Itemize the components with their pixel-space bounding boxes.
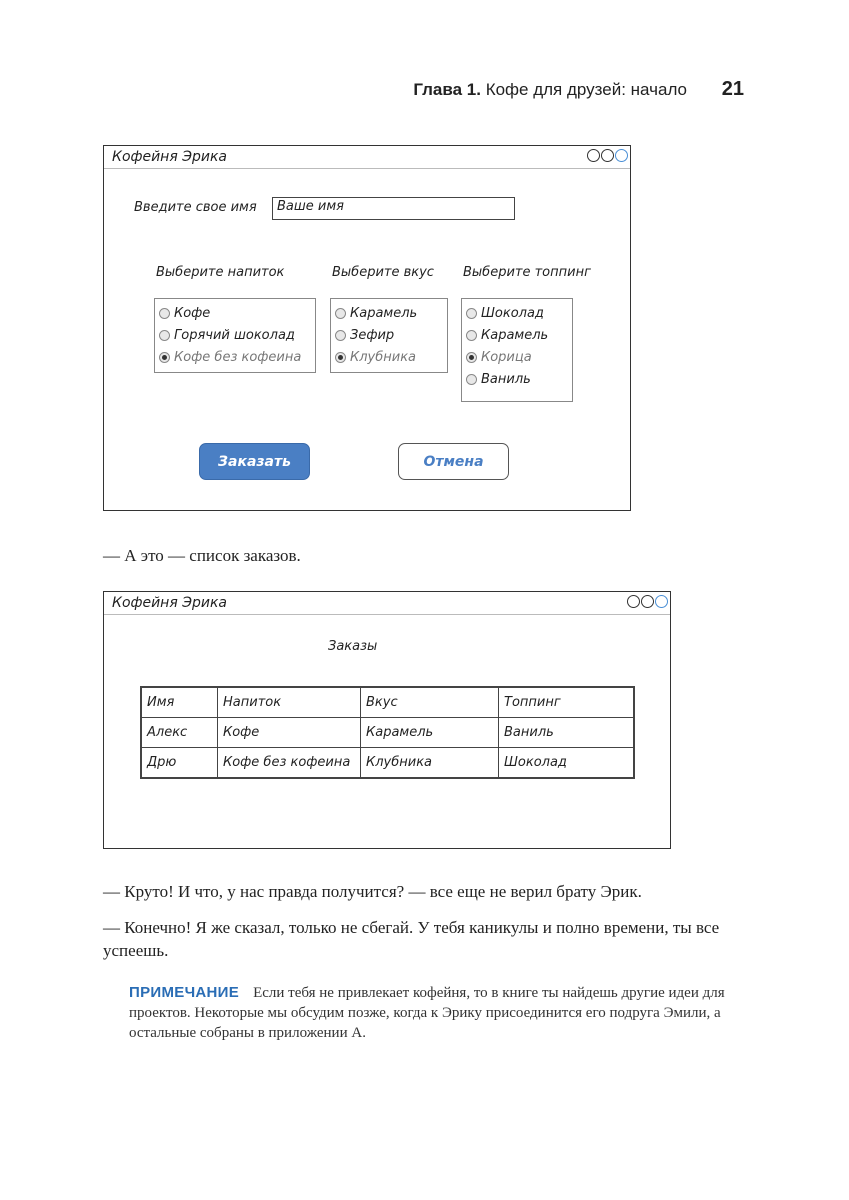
column-header: Вкус (361, 687, 499, 718)
drink-option-decaf[interactable]: Кофе без кофеина (159, 346, 311, 368)
flavor-radio-group (330, 298, 448, 373)
window-title: Кофейня Эрика (112, 595, 228, 611)
flavor-option-marshmallow[interactable]: Зефир (335, 324, 443, 346)
topping-option-caramel[interactable]: Карамель (466, 324, 568, 346)
name-label: Введите свое имя (134, 200, 257, 215)
topping-radio-group (461, 298, 573, 402)
column-header: Напиток (218, 687, 361, 718)
drink-option-hot-chocolate[interactable]: Горячий шоколад (159, 324, 311, 346)
window-titlebar (104, 146, 630, 169)
orders-heading: Заказы (328, 639, 378, 654)
window-titlebar (104, 592, 670, 615)
drink-label: Выберите напиток (156, 265, 285, 280)
radio-icon[interactable] (466, 330, 477, 341)
table-cell: Кофе без кофеина (218, 748, 361, 779)
table-cell: Алекс (141, 718, 218, 748)
radio-icon[interactable] (159, 330, 170, 341)
drink-radio-group (154, 298, 316, 373)
maximize-icon[interactable] (601, 149, 614, 162)
radio-icon[interactable] (159, 308, 170, 319)
table-cell: Дрю (141, 748, 218, 779)
table-cell: Ваниль (499, 718, 635, 748)
orders-window (103, 591, 671, 849)
paragraph-dialogue-1: — Круто! И что, у нас правда получится? — все еще не верил брату Эрик. (103, 882, 642, 901)
maximize-icon[interactable] (641, 595, 654, 608)
table-row[interactable] (141, 748, 634, 779)
radio-icon[interactable] (466, 374, 477, 385)
radio-icon[interactable] (335, 308, 346, 319)
chapter-title: Кофе для друзей: начало (485, 80, 688, 99)
close-icon[interactable] (655, 595, 668, 608)
table-cell: Шоколад (499, 748, 635, 779)
table-cell: Карамель (361, 718, 499, 748)
topping-option-chocolate[interactable]: Шоколад (466, 302, 568, 324)
radio-icon[interactable] (335, 330, 346, 341)
column-header: Топпинг (499, 687, 635, 718)
order-button[interactable]: Заказать (199, 443, 310, 480)
radio-icon[interactable] (466, 308, 477, 319)
radio-selected-icon[interactable] (466, 352, 477, 363)
chapter-number: Глава 1. (413, 80, 481, 99)
table-cell: Клубника (361, 748, 499, 779)
minimize-icon[interactable] (587, 149, 600, 162)
order-form-window (103, 145, 631, 511)
table-row[interactable] (141, 718, 634, 748)
orders-table (140, 686, 635, 779)
drink-option-coffee[interactable]: Кофе (159, 302, 311, 324)
note-block (129, 983, 749, 1043)
window-controls (587, 149, 628, 162)
topping-label: Выберите топпинг (463, 265, 591, 280)
note-keyword: ПРИМЕЧАНИЕ (129, 984, 240, 1001)
flavor-label: Выберите вкус (332, 265, 434, 280)
topping-option-cinnamon[interactable]: Корица (466, 346, 568, 368)
table-header-row (141, 687, 634, 718)
page-header (413, 78, 744, 101)
radio-selected-icon[interactable] (159, 352, 170, 363)
table-cell: Кофе (218, 718, 361, 748)
window-title: Кофейня Эрика (112, 149, 228, 165)
flavor-option-caramel[interactable]: Карамель (335, 302, 443, 324)
page-number: 21 (721, 78, 744, 100)
close-icon[interactable] (615, 149, 628, 162)
window-controls (627, 595, 668, 608)
minimize-icon[interactable] (627, 595, 640, 608)
radio-selected-icon[interactable] (335, 352, 346, 363)
cancel-button[interactable]: Отмена (398, 443, 509, 480)
paragraph-orders-intro: — А это — список заказов. (103, 546, 301, 565)
paragraph-dialogue-2: — Конечно! Я же сказал, только не сбегай. У тебя каникулы и полно времени, ты все успеешь. (103, 918, 720, 960)
column-header: Имя (141, 687, 218, 718)
note-text: Если тебя не привлекает кофейня, то в книге ты найдешь другие идеи для проектов. Некоторые мы обсудим позже, когда к Эрику присоединится его подруга Эмили, а остальные собраны в приложении А. (129, 985, 725, 1041)
topping-option-vanilla[interactable]: Ваниль (466, 368, 568, 390)
flavor-option-strawberry[interactable]: Клубника (335, 346, 443, 368)
name-input[interactable]: Ваше имя (272, 197, 515, 220)
